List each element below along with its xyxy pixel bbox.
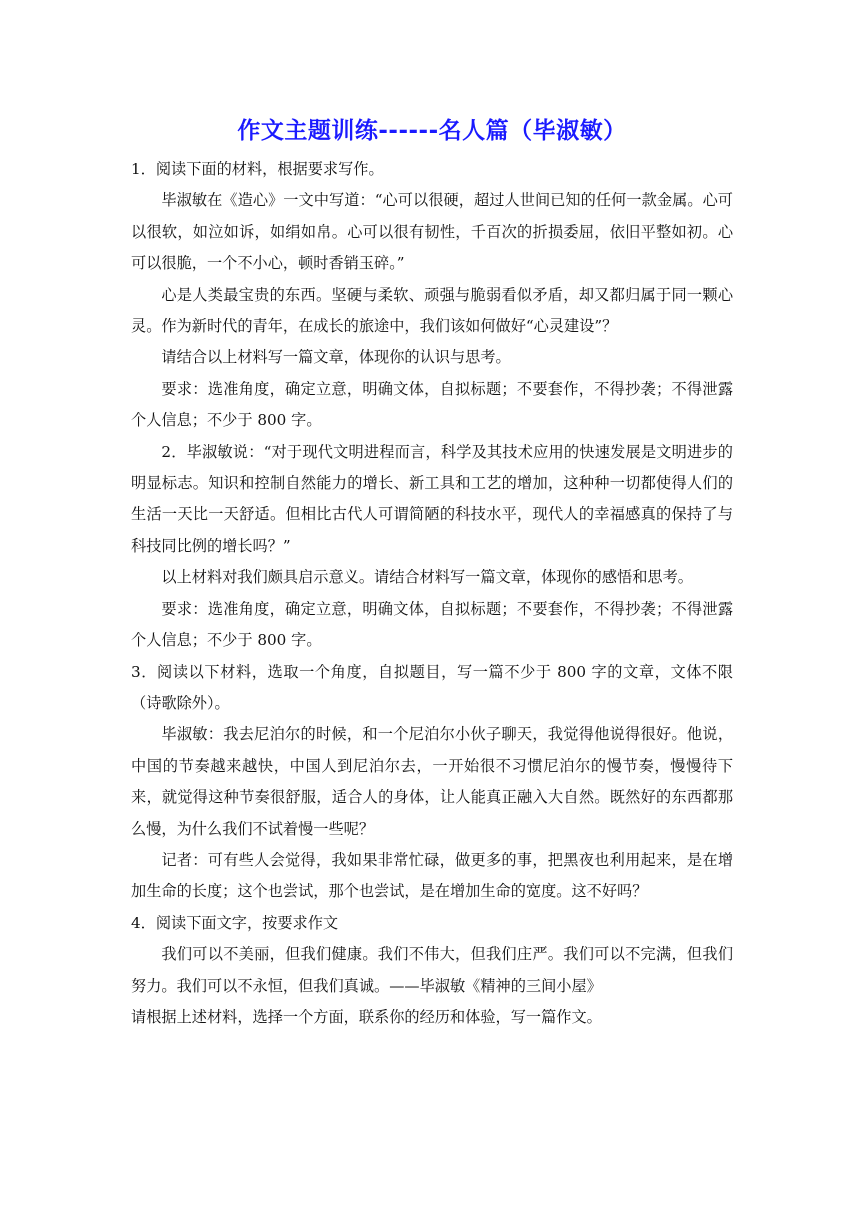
question-4-instruction: 请根据上述材料，选择一个方面，联系你的经历和体验，写一篇作文。	[131, 1007, 602, 1026]
question-1-prompt: 1．阅读下面的材料，根据要求写作。	[131, 160, 384, 178]
question-1-requirements: 要求：选准角度，确定立意，明确文体，自拟标题；不要套作，不得抄袭；不得泄露个人信息；不少于 800 字。	[131, 379, 733, 430]
question-4-material: 我们可以不美丽，但我们健康。我们不伟大，但我们庄严。我们可以不完满，但我们努力。我们可以不永恒，但我们真诚。——毕淑敏《精神的三间小屋》	[131, 945, 733, 995]
question-2-material: 2．毕淑敏说：“对于现代文明进程而言，科学及其技术应用的快速发展是文明进步的明显标志。知识和控制自然能力的增长、新工具和工艺的增加，这种种一切都使得人们的生活一天比一天舒适。但相比古代人可谓简陋的科技水平，现代人的幸福感真的保持了与科技同比例的增长吗？”	[131, 442, 733, 555]
document-body	[131, 154, 733, 1033]
question-2-requirements: 要求：选准角度，确定立意，明确文体，自拟标题；不要套作，不得抄袭；不得泄露个人信息；不少于 800 字。	[131, 599, 733, 650]
question-1-material-commentary: 心是人类最宝贵的东西。坚硬与柔软、顽强与脆弱看似矛盾，却又都归属于同一颗心灵。作为新时代的青年，在成长的旅途中，我们该如何做好“心灵建设”？	[131, 285, 733, 336]
question-3-prompt: 3．阅读以下材料，选取一个角度，自拟题目，写一篇不少于 800 字的文章，文体不限（诗歌除外）。	[131, 662, 733, 712]
question-3-material-bi-shumin: 毕淑敏：我去尼泊尔的时候，和一个尼泊尔小伙子聊天，我觉得他说得很好。他说，中国的节奏越来越快，中国人到尼泊尔去，一开始很不习惯尼泊尔的慢节奏，慢慢待下来，就觉得这种节奏很舒服，适合人的身体，让人能真正融入大自然。既然好的东西都那么慢，为什么我们不试着慢一些呢？	[131, 725, 733, 838]
question-1-instruction: 请结合以上材料写一篇文章，体现你的认识与思考。	[161, 348, 511, 367]
question-1-material-quote: 毕淑敏在《造心》一文中写道：“心可以很硬，超过人世间已知的任何一款金属。心可以很软，如泣如诉，如绢如帛。心可以很有韧性，千百次的折损委屈，依旧平整如初。心可以很脆，一个不小心，顿时香销玉碎。”	[131, 191, 733, 273]
question-2-instruction: 以上材料对我们颇具启示意义。请结合材料写一篇文章，体现你的感悟和思考。	[161, 568, 693, 587]
question-3-material-reporter: 记者：可有些人会觉得，我如果非常忙碌，做更多的事，把黑夜也利用起来，是在增加生命的长度；这个也尝试，那个也尝试，是在增加生命的宽度。这不好吗？	[131, 850, 733, 901]
question-4-prompt: 4．阅读下面文字，按要求作文	[131, 913, 339, 932]
page-title: 作文主题训练------名人篇（毕淑敏）	[237, 118, 627, 144]
